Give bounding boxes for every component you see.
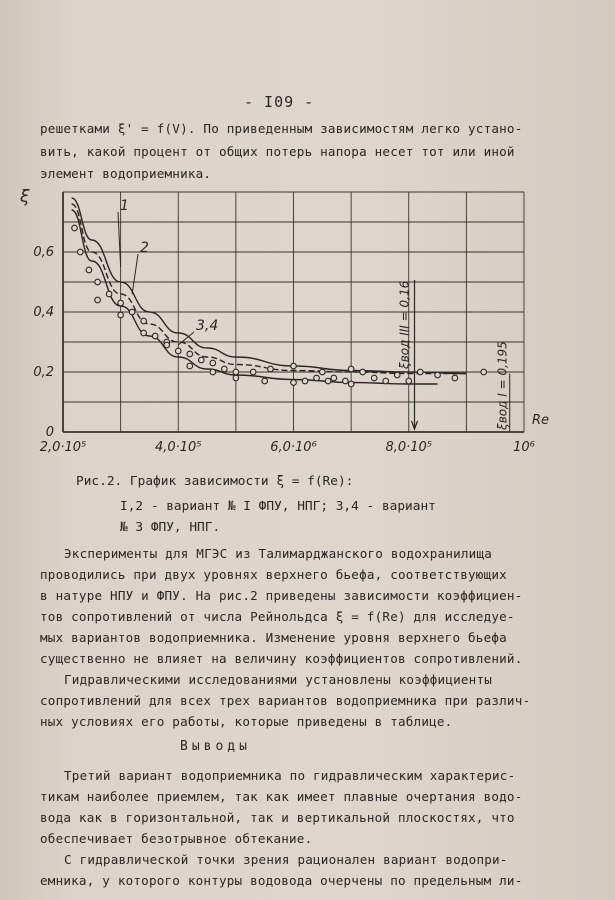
data-point <box>210 369 216 375</box>
curve-label: 1 <box>120 198 129 214</box>
data-point <box>106 291 112 297</box>
conclusion-line-2: тикам наиболее приемлем, так как имеет плавные очертания водо- <box>40 789 523 804</box>
x-tick-label: 8,0·10⁵ <box>385 440 433 455</box>
data-point <box>210 360 216 366</box>
body-line-8: сопротивлений для всех трех вариантов водоприемника при различ- <box>40 693 531 708</box>
data-point <box>291 380 297 386</box>
data-point <box>302 378 308 384</box>
conclusion-line-1: Третий вариант водоприемника по гидравлическим характерис- <box>64 768 516 783</box>
body-line-2: проводились при двух уровнях верхнего бьефа, соответствующих <box>40 567 507 582</box>
data-point <box>95 297 101 303</box>
conclusion-line-6: емника, у которого контуры водовода очерчены по предельным ли- <box>40 873 523 888</box>
y-axis-label: ξ <box>20 187 30 207</box>
x-tick-label: 4,0·10⁵ <box>154 440 202 455</box>
conclusions-heading: Выводы <box>180 739 251 754</box>
body-line-3: в натуре НПУ и ФПУ. На рис.2 приведены зависимости коэффициен- <box>40 588 523 603</box>
body-line-5: мых вариантов водоприемника. Изменение уровня верхнего бьефа <box>40 630 507 645</box>
annotation-xi-vod-3: ξвод III = 0,16 <box>397 280 412 369</box>
conclusion-line-4: обеспечивает безотрывное обтекание. <box>40 831 313 846</box>
body-line-4: тов сопротивлений от числа Рейнольдса ξ = f(Re) для исследуе- <box>40 609 515 624</box>
curve-label-leader <box>132 254 138 294</box>
data-point <box>72 225 78 231</box>
x-tick-label: 10⁶ <box>513 440 535 455</box>
data-point <box>175 348 181 354</box>
data-point <box>233 369 239 375</box>
data-point <box>118 312 124 318</box>
data-point <box>187 363 193 369</box>
x-axis-label: Re <box>532 413 550 428</box>
data-point <box>325 378 331 384</box>
data-point <box>118 300 124 306</box>
body-line-7: Гидравлическими исследованиями установлены коэффициенты <box>64 672 493 687</box>
data-point <box>141 318 147 324</box>
figure-caption-line-2: I,2 - вариант № I ФПУ, НПГ; 3,4 - вариант <box>120 499 436 514</box>
resistance-vs-reynolds-chart <box>0 180 615 460</box>
series-line-3-4 <box>72 210 438 384</box>
data-point <box>268 366 274 372</box>
data-point <box>348 381 354 387</box>
data-point <box>331 375 337 381</box>
data-point <box>320 369 326 375</box>
annotation-xi-vod-1: ξвод I = 0,195 <box>495 341 510 430</box>
body-line-9: ных условиях его работы, которые приведены в таблице. <box>40 714 453 729</box>
data-point <box>371 375 377 381</box>
y-tick-label: 0,2 <box>33 365 54 380</box>
data-point <box>291 363 297 369</box>
data-point <box>164 342 170 348</box>
data-point <box>86 267 92 273</box>
body-line-1: Эксперименты для МГЭС из Талимарджанского водохранилища <box>64 546 493 561</box>
y-tick-label: 0,6 <box>33 245 54 260</box>
chart-labels <box>19 187 549 455</box>
data-point <box>250 369 256 375</box>
data-point <box>343 378 349 384</box>
data-point <box>141 330 147 336</box>
y-tick-label: 0 <box>45 425 54 440</box>
intro-line-1: решетками ξ' = f(V). По приведенным зависимостям легко устано- <box>40 121 523 136</box>
data-point <box>95 279 101 285</box>
data-point <box>417 369 423 375</box>
data-point <box>262 378 268 384</box>
data-point <box>187 351 193 357</box>
conclusion-line-3: вода как в горизонтальной, так и вертикальной плоскостях, что <box>40 810 515 825</box>
conclusion-line-5: С гидравлической точки зрения рационален вариант водопри- <box>64 852 508 867</box>
intro-line-2: вить, какой процент от общих потерь напора несет тот или иной <box>40 144 515 159</box>
data-point <box>314 375 320 381</box>
page-number: - I09 - <box>244 93 315 111</box>
data-point <box>152 333 158 339</box>
data-point <box>406 378 412 384</box>
data-point <box>360 369 366 375</box>
figure-caption-title: Рис.2. График зависимости ξ = f(Re): <box>76 474 354 489</box>
curve-label: 2 <box>140 240 149 256</box>
figure-caption-line-3: № 3 ФПУ, НПГ. <box>120 520 221 535</box>
data-point <box>222 366 228 372</box>
y-tick-label: 0,4 <box>33 305 54 320</box>
data-point <box>348 366 354 372</box>
data-point <box>394 372 400 378</box>
intro-line-3: элемент водоприемника. <box>40 166 212 181</box>
x-tick-label: 2,0·10⁵ <box>39 440 87 455</box>
data-point <box>452 375 458 381</box>
data-point <box>481 369 487 375</box>
data-point <box>233 375 239 381</box>
data-point <box>199 357 205 363</box>
data-point <box>77 249 83 255</box>
data-point <box>435 372 441 378</box>
data-point <box>383 378 389 384</box>
body-line-6: существенно не влияет на величину коэффициентов сопротивлений. <box>40 651 523 666</box>
x-tick-label: 6,0·10⁶ <box>270 440 317 455</box>
data-point <box>129 309 135 315</box>
curve-label: 3,4 <box>196 318 219 334</box>
